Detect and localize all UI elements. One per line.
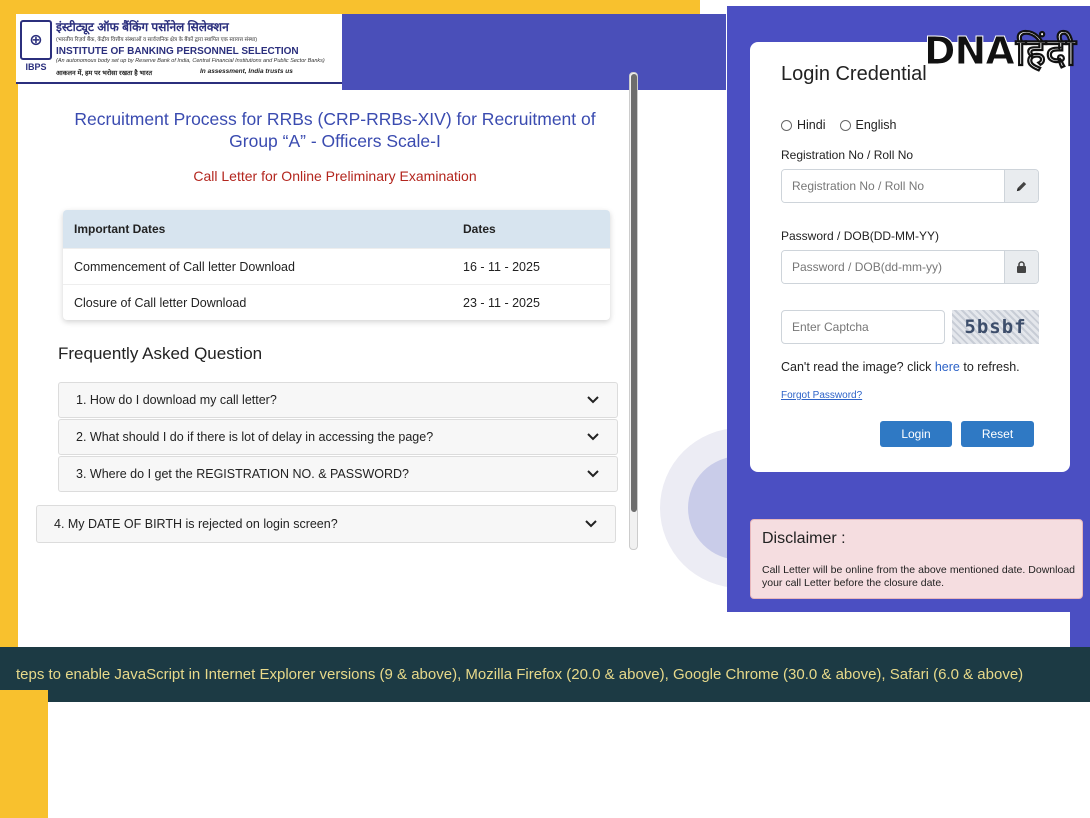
radio-english[interactable] [840, 120, 851, 131]
refresh-captcha-link[interactable]: here [934, 360, 960, 374]
faq-question: 2. What should I do if there is lot of delay in accessing the page? [76, 430, 434, 444]
password-label: Password / DOB(DD-MM-YY) [781, 229, 940, 243]
language-selector [781, 118, 897, 132]
faq-item-2[interactable] [58, 419, 618, 455]
scrollbar-thumb[interactable] [631, 74, 637, 512]
radio-hindi[interactable] [781, 120, 792, 131]
javascript-notice-marquee [0, 647, 1090, 702]
password-input[interactable] [782, 251, 1004, 283]
chevron-down-icon[interactable] [583, 390, 603, 410]
captcha-input[interactable] [782, 311, 944, 343]
faq-title: Frequently Asked Question [58, 344, 263, 363]
registration-label: Registration No / Roll No [781, 148, 914, 162]
disclaimer-box [750, 519, 1083, 599]
watermark-en: DNA [924, 29, 1014, 73]
dna-hindi-watermark [924, 20, 1076, 82]
header-tagline-english: In assessment, India trusts us [200, 68, 293, 75]
login-button[interactable]: Login [880, 421, 952, 447]
important-dates-table [63, 210, 610, 320]
disclaimer-title: Disclaimer : [762, 530, 846, 547]
header-tagline-hindi: आकलन में, हम पर भरोसा रखता है भारत [56, 70, 153, 77]
password-input-group [781, 250, 1039, 284]
pencil-icon [1004, 170, 1038, 202]
captcha-image: 5bsbf [952, 310, 1039, 344]
watermark-hi: हिंदी [1015, 30, 1076, 74]
refresh-suffix: to refresh. [959, 360, 1020, 374]
table-cell: 23 - 11 - 2025 [463, 295, 540, 310]
ibps-logo-text: IBPS [25, 62, 47, 72]
registration-input-group [781, 169, 1039, 203]
radio-hindi-label: Hindi [797, 118, 826, 132]
frame-accent-left-lower [0, 690, 48, 818]
header-stripe [342, 14, 726, 90]
captcha-refresh-text [781, 360, 1020, 374]
table-cell: Commencement of Call letter Download [74, 259, 295, 274]
marquee-text: teps to enable JavaScript in Internet Explorer versions (9 & above), Mozilla Firefox (20.0 & above), Google Chrome (30.0 & above), Safari (6.0 & above) [16, 666, 1024, 683]
header-hindi-name: इंस्टीट्यूट ऑफ बैंकिंग पर्सोनेल सिलेक्शन [56, 20, 229, 34]
faq-item-1[interactable] [58, 382, 618, 418]
lock-icon [1004, 251, 1038, 283]
table-cell: 16 - 11 - 2025 [463, 259, 540, 274]
forgot-password-link[interactable]: Forgot Password? [781, 390, 863, 401]
chevron-down-icon[interactable] [583, 464, 603, 484]
faq-question: 3. Where do I get the REGISTRATION NO. & PASSWORD? [76, 467, 409, 481]
content-scrollbar[interactable] [629, 72, 638, 550]
header-english-name: INSTITUTE OF BANKING PERSONNEL SELECTION [56, 46, 299, 57]
table-header [63, 210, 610, 248]
faq-question: 1. How do I download my call letter? [76, 393, 277, 407]
ibps-logo[interactable] [20, 20, 52, 76]
registration-input[interactable] [782, 170, 1004, 202]
faq-question: 4. My DATE OF BIRTH is rejected on login screen? [54, 517, 338, 531]
reset-button[interactable]: Reset [961, 421, 1034, 447]
faq-item-3[interactable] [58, 456, 618, 492]
login-title: Login Credential [781, 63, 927, 85]
faq-item-4[interactable] [36, 505, 616, 543]
page-title: Recruitment Process for RRBs (CRP-RRBs-XIV) for Recruitment of Group “A” - Officers Scale-I [74, 109, 596, 151]
site-header [16, 14, 342, 84]
table-header-cell: Dates [463, 222, 496, 236]
radio-english-label: English [855, 118, 897, 132]
login-panel-strip [1070, 606, 1090, 650]
ibps-logo-mark: ⊕ [20, 20, 52, 60]
disclaimer-text: Call Letter will be online from the above mentioned date. Download your call Letter before the closure date. [762, 564, 1075, 589]
header-english-subtext: (An autonomous body set up by Reserve Bank of India, Central Financial Institutions and Public Sector Banks) [56, 58, 325, 64]
captcha-input-group [781, 310, 945, 344]
chevron-down-icon[interactable] [583, 427, 603, 447]
table-header-cell: Important Dates [74, 222, 166, 236]
chevron-down-icon[interactable] [581, 514, 601, 534]
header-hindi-subtext: (भारतीय रिज़र्व बैंक, केंद्रीय वित्तीय संस्थाओं व सार्वजनिक क्षेत्र के बैंकों द्वारा स्थापित एक स्वायत्त संस्था) [56, 37, 258, 43]
table-cell: Closure of Call letter Download [74, 295, 247, 310]
refresh-prefix: Can't read the image? click [781, 360, 935, 374]
table-row [63, 284, 610, 320]
table-row [63, 248, 610, 284]
page-subtitle: Call Letter for Online Preliminary Examination [193, 168, 477, 184]
